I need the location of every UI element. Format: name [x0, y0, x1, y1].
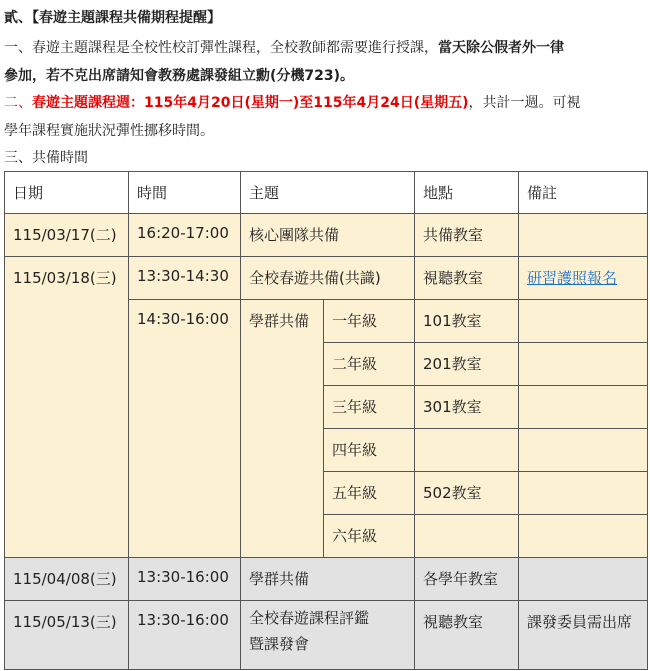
- schedule-table: [4, 171, 648, 670]
- row-place: 共備教室: [415, 214, 519, 257]
- group-time: 14:30-16:00: [129, 300, 241, 558]
- grade-cell: 三年級: [324, 386, 415, 429]
- row-note: [519, 214, 648, 257]
- item-1-line-2: 參加，若不克出席請知會教務處課發組立勳(分機723)。: [4, 68, 355, 84]
- row-place: 各學年教室: [415, 558, 519, 601]
- grade-note: [519, 300, 648, 343]
- table-row: [5, 558, 648, 601]
- header-note: 備註: [519, 172, 648, 214]
- row-date: 115/03/18(三): [5, 257, 129, 558]
- grade-note: [519, 429, 648, 472]
- table-row: [5, 257, 648, 300]
- row-time: 16:20-17:00: [129, 214, 241, 257]
- header-time: 時間: [129, 172, 241, 214]
- grade-cell: 二年級: [324, 343, 415, 386]
- item-2-line-2: 學年課程實施狀況彈性挪移時間。: [4, 123, 214, 139]
- item-2-line-1: [4, 93, 646, 113]
- section-heading: 貳、【春遊主題課程共備期程提醒】: [4, 10, 221, 26]
- table-header-row: [5, 172, 648, 214]
- row-time: 13:30-16:00: [129, 601, 241, 670]
- item-1-line-1: [4, 38, 646, 58]
- grade-cell: 一年級: [324, 300, 415, 343]
- row-place: 視聽教室: [415, 601, 519, 670]
- row-date: 115/05/13(三): [5, 601, 129, 670]
- grade-place: 201教室: [415, 343, 519, 386]
- row-date: 115/04/08(三): [5, 558, 129, 601]
- grade-note: [519, 515, 648, 558]
- item-2-prefix: 二、: [4, 95, 32, 111]
- header-date: 日期: [5, 172, 129, 214]
- row-note: 課發委員需出席: [519, 601, 648, 670]
- row-note: [519, 257, 648, 300]
- row-place: 視聽教室: [415, 257, 519, 300]
- header-topic: 主題: [241, 172, 415, 214]
- grade-cell: 四年級: [324, 429, 415, 472]
- row-time: 13:30-14:30: [129, 257, 241, 300]
- row-topic-line-2: 暨課發會: [249, 635, 310, 653]
- grade-place: 101教室: [415, 300, 519, 343]
- row-topic-line-1: 全校春遊課程評鑑: [249, 609, 370, 627]
- row-date: 115/03/17(二): [5, 214, 129, 257]
- item-1-text: 一、春遊主題課程是全校性校訂彈性課程，全校教師都需要進行授課，: [4, 40, 438, 56]
- grade-place: [415, 429, 519, 472]
- row-note: [519, 558, 648, 601]
- grade-cell: 五年級: [324, 472, 415, 515]
- item-2-suffix: ，共計一週。可視: [468, 95, 581, 111]
- grade-place: [415, 515, 519, 558]
- grade-place: 301教室: [415, 386, 519, 429]
- grade-place: 502教室: [415, 472, 519, 515]
- item-1-bold-text: 當天除公假者外一律: [438, 40, 564, 56]
- header-place: 地點: [415, 172, 519, 214]
- row-topic: 核心團隊共備: [241, 214, 415, 257]
- grade-note: [519, 343, 648, 386]
- item-3-title: 三、共備時間: [4, 150, 88, 166]
- grade-note: [519, 386, 648, 429]
- row-time: 13:30-16:00: [129, 558, 241, 601]
- item-2-red-text: 春遊主題課程週：115年4月20日(星期一)至115年4月24日(星期五): [32, 95, 469, 111]
- table-row: [5, 601, 648, 670]
- grade-note: [519, 472, 648, 515]
- row-topic: 學群共備: [241, 558, 415, 601]
- grade-cell: 六年級: [324, 515, 415, 558]
- table-row: [5, 214, 648, 257]
- row-topic: 全校春遊共備(共識): [241, 257, 415, 300]
- register-link[interactable]: 研習護照報名: [527, 269, 618, 287]
- row-topic: [241, 601, 415, 670]
- group-topic: 學群共備: [241, 300, 324, 558]
